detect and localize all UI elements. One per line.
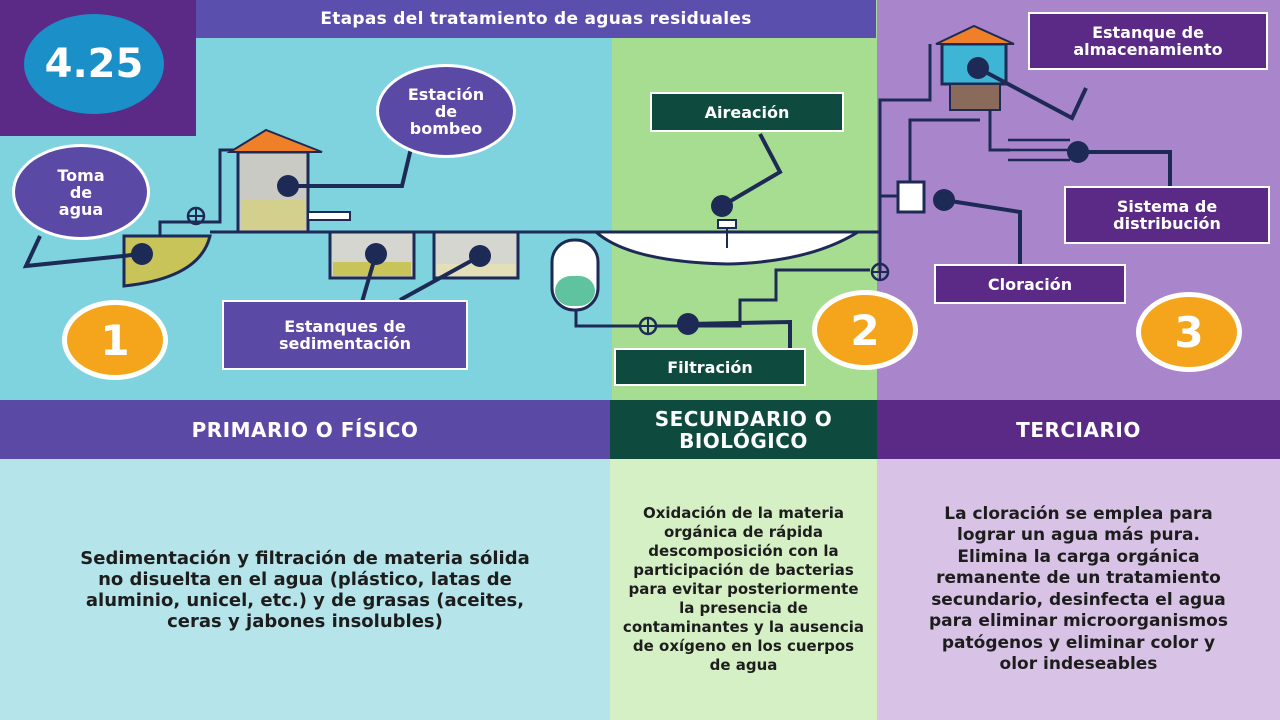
dot-sed1 [365, 243, 387, 265]
leader-distribucion [1078, 152, 1170, 188]
filter-media [555, 276, 595, 306]
pump-outlet [308, 212, 350, 220]
chlorination-unit [898, 182, 924, 212]
label-estanques-de-sedimentacion: Estanques de sedimentación [222, 300, 468, 370]
dot-sed2 [469, 245, 491, 267]
pump-station-water [241, 200, 305, 230]
stage-header-1: PRIMARIO O FÍSICO [0, 400, 610, 459]
dot-cloracion [933, 189, 955, 211]
label-aireacion: Aireación [650, 92, 844, 132]
label-estanque-de-almacenamiento: Estanque de almacenamiento [1028, 12, 1268, 70]
leader-aireacion [722, 134, 780, 206]
stage-description-3: La cloración se emplea para lograr un agua más pura. Elimina la carga orgánica remanente de un tratamiento secundario, desinfecta el agua para eliminar microorganismos patógenos y eliminar color y olor indeseables [877, 459, 1280, 720]
dot-toma [131, 243, 153, 265]
distribution-pipe [990, 110, 1010, 150]
stage-description-1: Sedimentación y filtración de materia sólida no disuelta en el agua (plástico, latas de aluminio, unicel, etc.) y de grasas (aceites, ceras y jabones insolubles) [0, 459, 610, 720]
leader-cloracion [944, 200, 1020, 264]
label-toma-de-agua: Toma de agua [12, 144, 150, 240]
page-title: Etapas del tratamiento de aguas residuales [196, 0, 876, 38]
dot-bombeo [277, 175, 299, 197]
label-cloracion: Cloración [934, 264, 1126, 304]
label-filtracion: Filtración [614, 348, 806, 386]
pump-station-roof [230, 130, 322, 152]
dot-distribucion [1067, 141, 1089, 163]
stage-header-2: SECUNDARIO O BIOLÓGICO [610, 400, 877, 459]
aerator [718, 220, 736, 228]
figure-badge-box [0, 0, 196, 136]
storage-pipe [910, 120, 980, 182]
label-sistema-de-distribucion: Sistema de distribución [1064, 186, 1270, 244]
stage-header-3: TERCIARIO [877, 400, 1280, 459]
figure-badge: 4.25 [24, 14, 164, 114]
storage-roof [936, 26, 1014, 44]
label-estacion-de-bombeo: Estación de bombeo [376, 64, 516, 158]
stage-number-1: 1 [62, 300, 168, 380]
stage-description-2: Oxidación de la materia orgánica de rápida descomposición con la participación de bacterias para evitar posteriormente la presencia de contaminantes y la ausencia de oxígeno en los cuerpos de agua [610, 459, 877, 720]
storage-base [950, 84, 1000, 110]
filter-pipe [576, 310, 640, 326]
stage-number-3: 3 [1136, 292, 1242, 372]
stage-number-2: 2 [812, 290, 918, 370]
dot-filtracion [677, 313, 699, 335]
dot-aireacion [711, 195, 733, 217]
dot-almacenamiento [967, 57, 989, 79]
